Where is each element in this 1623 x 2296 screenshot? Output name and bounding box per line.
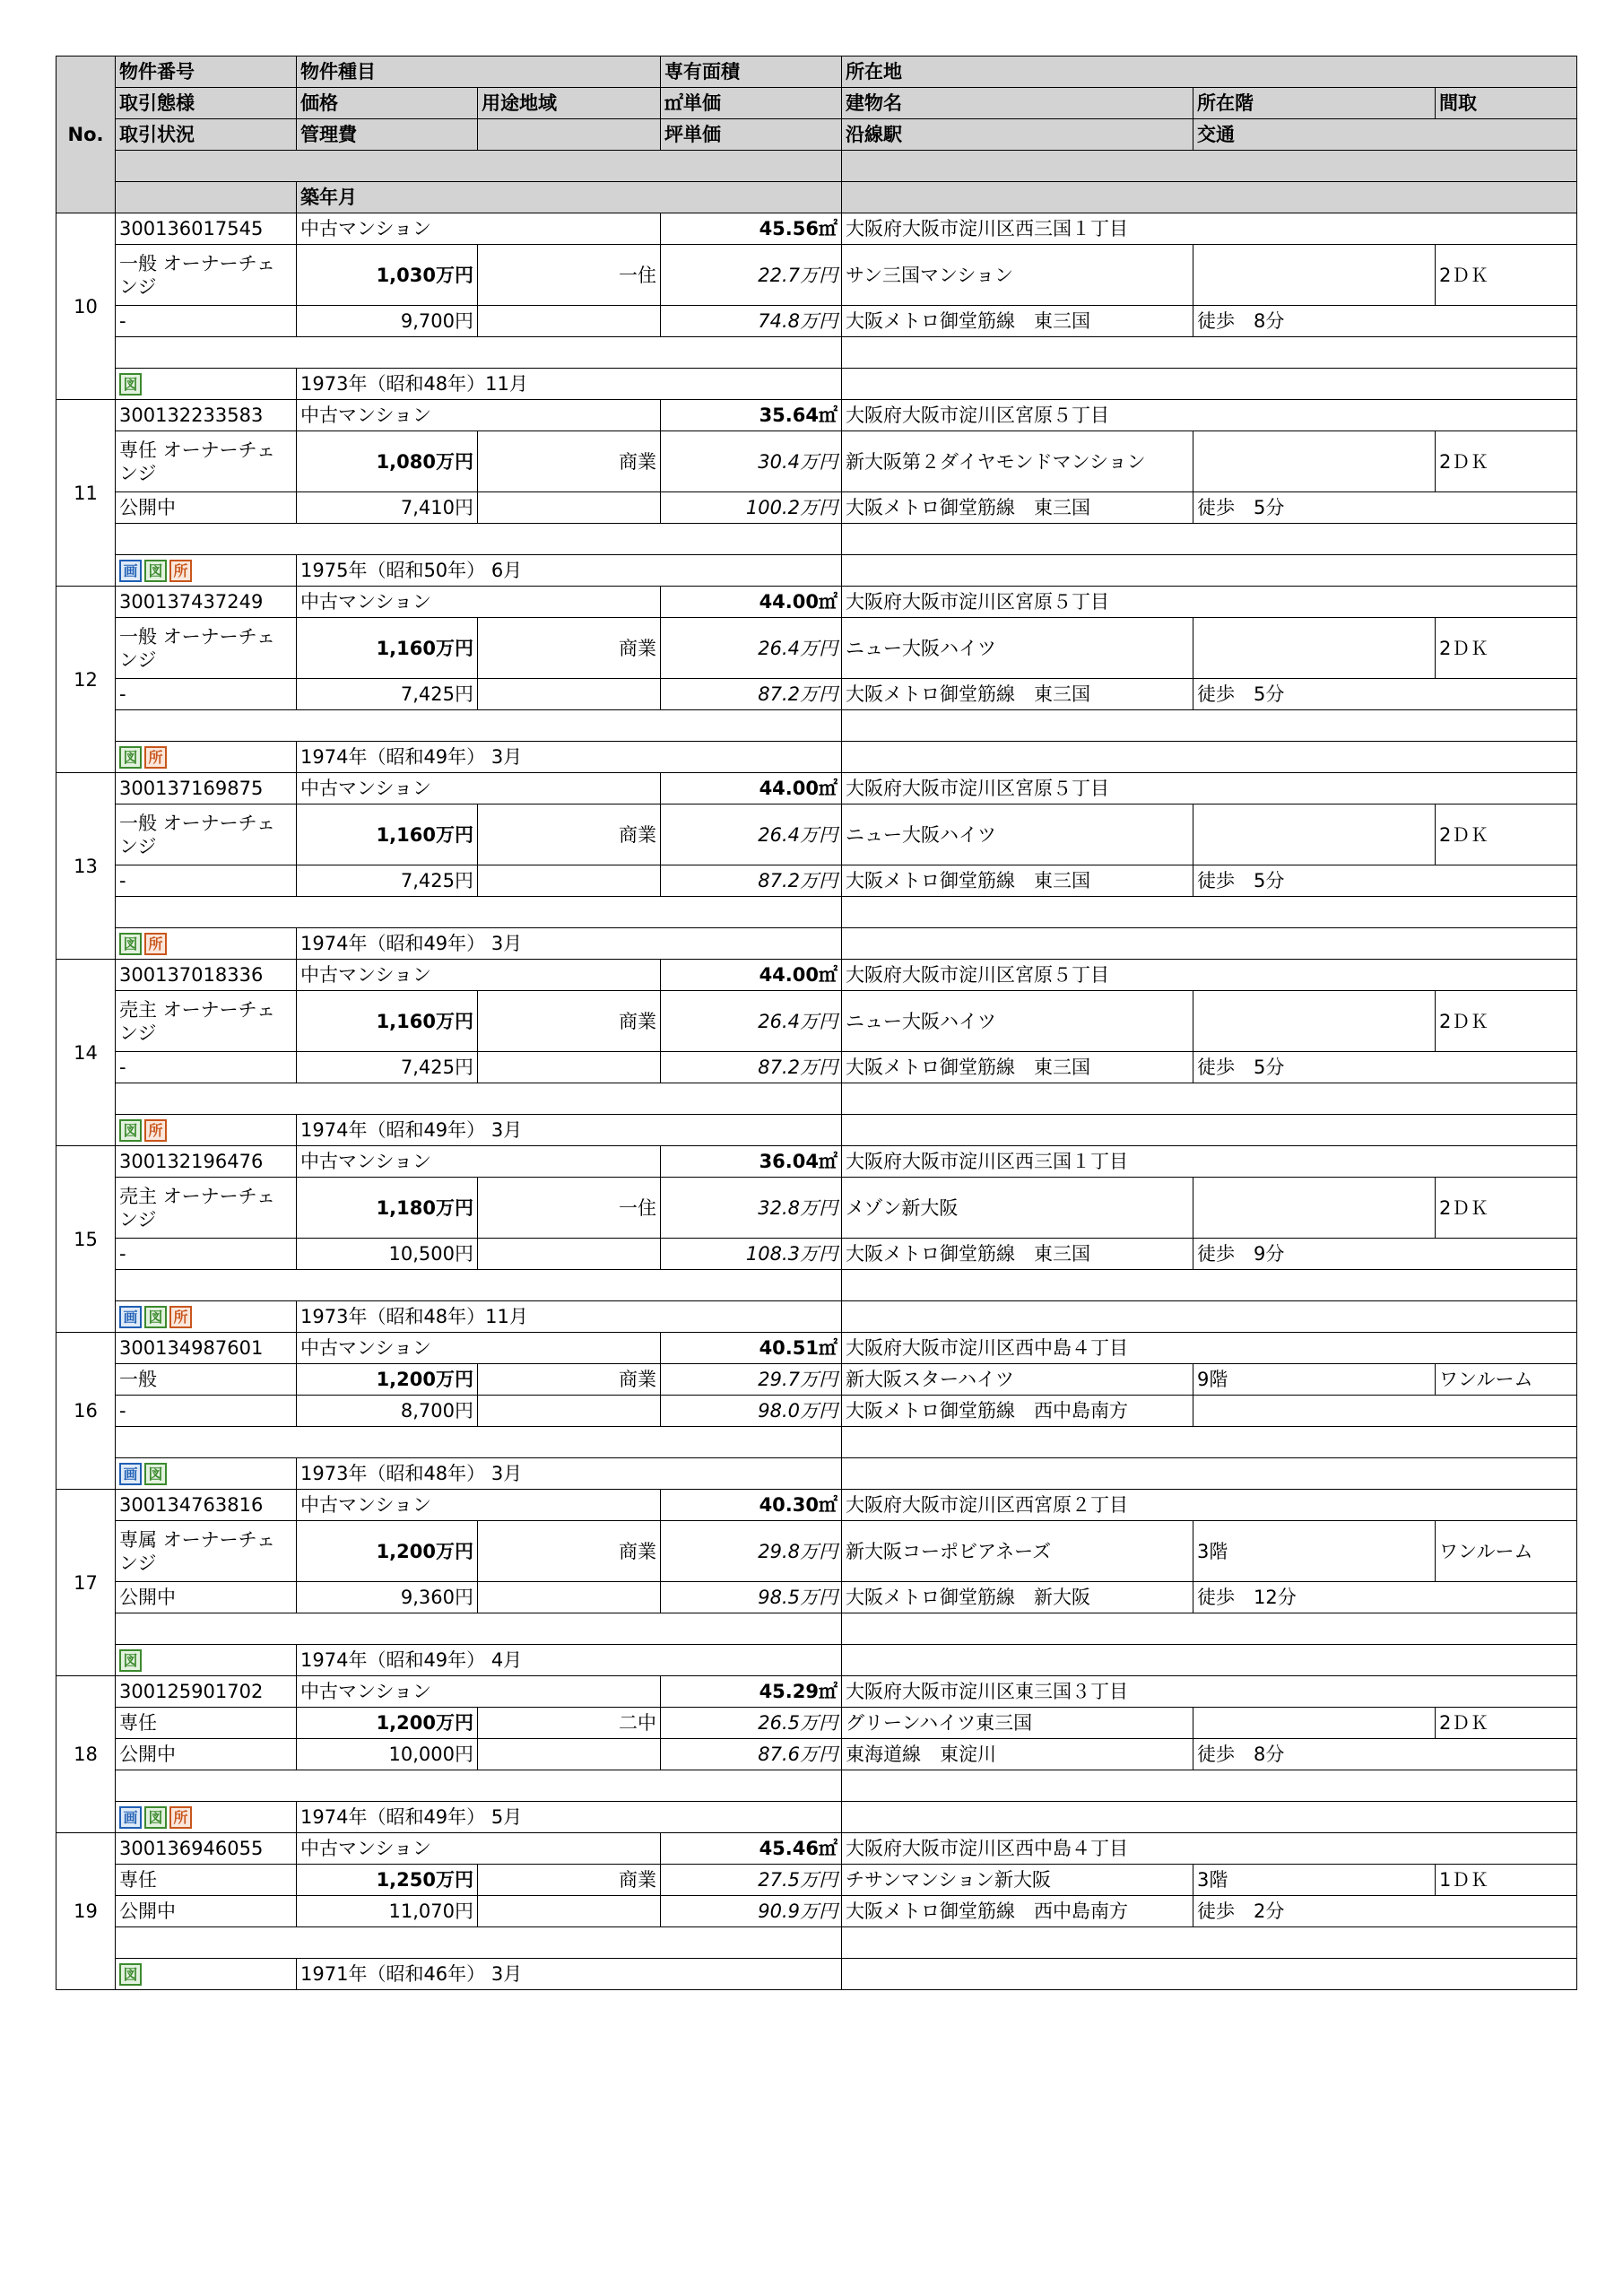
floor-area: 40.51㎡ <box>661 1333 842 1364</box>
station: 大阪メトロ御堂筋線 東三国 <box>842 306 1193 337</box>
blank-row <box>116 1083 842 1115</box>
blank-row-right <box>842 1083 1577 1115</box>
property-type: 中古マンション <box>297 1333 661 1364</box>
station: 大阪メトロ御堂筋線 東三国 <box>842 865 1193 897</box>
unit-price-sqm: 26.4万円 <box>661 991 842 1052</box>
access: 徒歩 5分 <box>1193 865 1577 897</box>
management-fee: 11,070円 <box>297 1896 478 1927</box>
property-number: 300132196476 <box>116 1146 297 1178</box>
blank-row <box>116 1613 842 1645</box>
location-doc-icon[interactable]: 所 <box>169 1306 192 1328</box>
built-date: 1973年（昭和48年）11月 <box>297 369 842 400</box>
management-fee: 9,700円 <box>297 306 478 337</box>
floor-area: 45.56㎡ <box>661 213 842 245</box>
zoning: 商業 <box>478 618 661 679</box>
listing-row <box>56 1333 1577 1490</box>
layout: 2ＤＫ <box>1436 618 1577 679</box>
price: 1,180万円 <box>297 1178 478 1239</box>
unit-price-tsubo: 108.3万円 <box>661 1239 842 1270</box>
floor-area: 44.00㎡ <box>661 773 842 804</box>
table-header <box>56 57 1577 213</box>
unit-price-sqm: 26.4万円 <box>661 618 842 679</box>
status: - <box>116 1052 297 1083</box>
doc-icons <box>116 928 297 960</box>
zoning: 一住 <box>478 245 661 306</box>
blank-cell <box>478 679 661 710</box>
access: 徒歩 5分 <box>1193 492 1577 524</box>
management-fee: 8,700円 <box>297 1396 478 1427</box>
floor <box>1193 1708 1436 1739</box>
blank-cell <box>842 742 1577 773</box>
blank-cell <box>842 1802 1577 1833</box>
status: - <box>116 679 297 710</box>
management-fee: 7,425円 <box>297 1052 478 1083</box>
property-listing-table <box>56 56 1577 1990</box>
unit-price-sqm: 26.5万円 <box>661 1708 842 1739</box>
listing-no: 18 <box>56 1676 116 1833</box>
property-type: 中古マンション <box>297 1833 661 1865</box>
zoning: 商業 <box>478 1521 661 1582</box>
header-floor-area: 専有面積 <box>661 57 842 88</box>
blank-cell <box>478 1396 661 1427</box>
floor <box>1193 618 1436 679</box>
blank-row-right <box>842 1270 1577 1301</box>
listing-no: 16 <box>56 1333 116 1490</box>
property-type: 中古マンション <box>297 960 661 991</box>
listing-no: 14 <box>56 960 116 1146</box>
location: 大阪府大阪市淀川区宮原５丁目 <box>842 960 1577 991</box>
location: 大阪府大阪市淀川区宮原５丁目 <box>842 400 1577 431</box>
listing-row <box>56 587 1577 773</box>
listing-no: 17 <box>56 1490 116 1676</box>
built-date: 1974年（昭和49年） 5月 <box>297 1802 842 1833</box>
status: - <box>116 1239 297 1270</box>
blank-cell <box>842 555 1577 587</box>
access: 徒歩 8分 <box>1193 1739 1577 1770</box>
floorplan-doc-icon[interactable]: 図 <box>119 1649 142 1672</box>
listing-row <box>56 213 1577 400</box>
blank-row <box>116 1270 842 1301</box>
listing-no: 12 <box>56 587 116 773</box>
blank-cell <box>842 1115 1577 1146</box>
blank-row <box>116 524 842 555</box>
floor-area: 44.00㎡ <box>661 587 842 618</box>
station: 東海道線 東淀川 <box>842 1739 1193 1770</box>
location: 大阪府大阪市淀川区西中島４丁目 <box>842 1333 1577 1364</box>
status: 公開中 <box>116 1582 297 1613</box>
price: 1,080万円 <box>297 431 478 492</box>
listing-no: 11 <box>56 400 116 587</box>
zoning: 商業 <box>478 804 661 865</box>
unit-price-sqm: 32.8万円 <box>661 1178 842 1239</box>
layout: 1ＤＫ <box>1436 1865 1577 1896</box>
header-blank <box>478 119 661 151</box>
building-name: メゾン新大阪 <box>842 1178 1193 1239</box>
floor <box>1193 804 1436 865</box>
blank-cell <box>842 1458 1577 1490</box>
zoning: 商業 <box>478 1865 661 1896</box>
property-number: 300134987601 <box>116 1333 297 1364</box>
location-doc-icon[interactable]: 所 <box>144 746 167 769</box>
station: 大阪メトロ御堂筋線 西中島南方 <box>842 1396 1193 1427</box>
layout: 2ＤＫ <box>1436 1708 1577 1739</box>
blank-row <box>116 337 842 369</box>
blank-row <box>116 710 842 742</box>
blank-cell <box>478 1896 661 1927</box>
station: 大阪メトロ御堂筋線 東三国 <box>842 492 1193 524</box>
location: 大阪府大阪市淀川区西三国１丁目 <box>842 1146 1577 1178</box>
floorplan-doc-icon[interactable]: 図 <box>144 1463 167 1485</box>
floor-area: 35.64㎡ <box>661 400 842 431</box>
floor: 3階 <box>1193 1865 1436 1896</box>
floor-area: 45.46㎡ <box>661 1833 842 1865</box>
blank-row-right <box>842 337 1577 369</box>
transaction-type: 売主 オーナーチェンジ <box>116 991 297 1052</box>
listing-row <box>56 1833 1577 1990</box>
built-date: 1973年（昭和48年） 3月 <box>297 1458 842 1490</box>
blank-row <box>116 897 842 928</box>
property-type: 中古マンション <box>297 1146 661 1178</box>
building-name: サン三国マンション <box>842 245 1193 306</box>
location-doc-icon[interactable]: 所 <box>144 1119 167 1142</box>
property-number: 300137437249 <box>116 587 297 618</box>
unit-price-tsubo: 74.8万円 <box>661 306 842 337</box>
layout: 2ＤＫ <box>1436 804 1577 865</box>
built-date: 1974年（昭和49年） 3月 <box>297 928 842 960</box>
property-number: 300136946055 <box>116 1833 297 1865</box>
location: 大阪府大阪市淀川区宮原５丁目 <box>842 773 1577 804</box>
building-name: グリーンハイツ東三国 <box>842 1708 1193 1739</box>
header-status: 取引状況 <box>116 119 297 151</box>
access: 徒歩 8分 <box>1193 306 1577 337</box>
property-type: 中古マンション <box>297 773 661 804</box>
transaction-type: 専任 <box>116 1865 297 1896</box>
layout: 2ＤＫ <box>1436 245 1577 306</box>
transaction-type: 一般 オーナーチェンジ <box>116 804 297 865</box>
header-zoning: 用途地域 <box>478 88 661 119</box>
header-transaction-type: 取引態様 <box>116 88 297 119</box>
blank-row <box>116 1770 842 1802</box>
management-fee: 7,425円 <box>297 865 478 897</box>
image-doc-icon[interactable]: 画 <box>119 1463 142 1485</box>
header-building-name: 建物名 <box>842 88 1193 119</box>
header-blank-row-right <box>842 151 1577 182</box>
property-number: 300125901702 <box>116 1676 297 1708</box>
built-date: 1973年（昭和48年）11月 <box>297 1301 842 1333</box>
zoning: 商業 <box>478 991 661 1052</box>
unit-price-tsubo: 100.2万円 <box>661 492 842 524</box>
building-name: 新大阪スターハイツ <box>842 1364 1193 1396</box>
header-price: 価格 <box>297 88 478 119</box>
floorplan-doc-icon[interactable]: 図 <box>119 1963 142 1986</box>
doc-icons <box>116 1115 297 1146</box>
zoning: 商業 <box>478 1364 661 1396</box>
header-unit-price-sqm: ㎡単価 <box>661 88 842 119</box>
header-management-fee: 管理費 <box>297 119 478 151</box>
listing-no: 19 <box>56 1833 116 1990</box>
blank-cell <box>842 1959 1577 1990</box>
property-type: 中古マンション <box>297 587 661 618</box>
built-date: 1975年（昭和50年） 6月 <box>297 555 842 587</box>
doc-icons <box>116 1802 297 1833</box>
layout: 2ＤＫ <box>1436 1178 1577 1239</box>
header-blank <box>842 182 1577 213</box>
transaction-type: 売主 オーナーチェンジ <box>116 1178 297 1239</box>
access <box>1193 1396 1577 1427</box>
blank-cell <box>478 492 661 524</box>
blank-row-right <box>842 710 1577 742</box>
property-number: 300132233583 <box>116 400 297 431</box>
building-name: ニュー大阪ハイツ <box>842 991 1193 1052</box>
price: 1,250万円 <box>297 1865 478 1896</box>
property-type: 中古マンション <box>297 400 661 431</box>
management-fee: 7,410円 <box>297 492 478 524</box>
property-number: 300134763816 <box>116 1490 297 1521</box>
blank-row-right <box>842 897 1577 928</box>
access: 徒歩 5分 <box>1193 679 1577 710</box>
layout: ワンルーム <box>1436 1364 1577 1396</box>
image-doc-icon[interactable]: 画 <box>119 1806 142 1829</box>
floor: 3階 <box>1193 1521 1436 1582</box>
access: 徒歩 12分 <box>1193 1582 1577 1613</box>
unit-price-sqm: 29.8万円 <box>661 1521 842 1582</box>
built-date: 1974年（昭和49年） 4月 <box>297 1645 842 1676</box>
header-access: 交通 <box>1193 119 1577 151</box>
doc-icons <box>116 742 297 773</box>
unit-price-sqm: 30.4万円 <box>661 431 842 492</box>
floor-area: 36.04㎡ <box>661 1146 842 1178</box>
location-doc-icon[interactable]: 所 <box>144 933 167 955</box>
blank-row <box>116 1427 842 1458</box>
property-number: 300137169875 <box>116 773 297 804</box>
transaction-type: 一般 オーナーチェンジ <box>116 245 297 306</box>
floorplan-doc-icon[interactable]: 図 <box>144 1806 167 1829</box>
unit-price-tsubo: 87.2万円 <box>661 1052 842 1083</box>
floor <box>1193 431 1436 492</box>
building-name: チサンマンション新大阪 <box>842 1865 1193 1896</box>
floorplan-doc-icon[interactable]: 図 <box>119 1119 142 1142</box>
price: 1,160万円 <box>297 991 478 1052</box>
listing-no: 13 <box>56 773 116 960</box>
listing-no: 15 <box>56 1146 116 1333</box>
doc-icons <box>116 369 297 400</box>
listing-row <box>56 1490 1577 1676</box>
doc-icons <box>116 1959 297 1990</box>
building-name: ニュー大阪ハイツ <box>842 804 1193 865</box>
blank-cell <box>478 1052 661 1083</box>
management-fee: 10,500円 <box>297 1239 478 1270</box>
blank-row-right <box>842 1927 1577 1959</box>
property-number: 300136017545 <box>116 213 297 245</box>
location: 大阪府大阪市淀川区西中島４丁目 <box>842 1833 1577 1865</box>
location: 大阪府大阪市淀川区東三国３丁目 <box>842 1676 1577 1708</box>
price: 1,160万円 <box>297 804 478 865</box>
layout: ワンルーム <box>1436 1521 1577 1582</box>
status: - <box>116 306 297 337</box>
floor-area: 40.30㎡ <box>661 1490 842 1521</box>
transaction-type: 専属 オーナーチェンジ <box>116 1521 297 1582</box>
blank-row-right <box>842 1427 1577 1458</box>
blank-cell <box>478 306 661 337</box>
blank-row <box>116 1927 842 1959</box>
location: 大阪府大阪市淀川区西宮原２丁目 <box>842 1490 1577 1521</box>
transaction-type: 一般 オーナーチェンジ <box>116 618 297 679</box>
listing-row <box>56 773 1577 960</box>
unit-price-tsubo: 87.6万円 <box>661 1739 842 1770</box>
property-number: 300137018336 <box>116 960 297 991</box>
listing-row <box>56 1146 1577 1333</box>
listing-row <box>56 960 1577 1146</box>
location-doc-icon[interactable]: 所 <box>169 560 192 582</box>
building-name: 新大阪コーポビアネーズ <box>842 1521 1193 1582</box>
built-date: 1974年（昭和49年） 3月 <box>297 742 842 773</box>
transaction-type: 一般 <box>116 1364 297 1396</box>
blank-cell <box>478 865 661 897</box>
zoning: 二中 <box>478 1708 661 1739</box>
blank-row-right <box>842 524 1577 555</box>
property-type: 中古マンション <box>297 1490 661 1521</box>
unit-price-tsubo: 87.2万円 <box>661 865 842 897</box>
header-blank <box>116 182 297 213</box>
unit-price-sqm: 22.7万円 <box>661 245 842 306</box>
doc-icons <box>116 1645 297 1676</box>
management-fee: 9,360円 <box>297 1582 478 1613</box>
property-type: 中古マンション <box>297 1676 661 1708</box>
blank-cell <box>478 1582 661 1613</box>
blank-cell <box>842 369 1577 400</box>
image-doc-icon[interactable]: 画 <box>119 1306 142 1328</box>
floor-area: 44.00㎡ <box>661 960 842 991</box>
floorplan-doc-icon[interactable]: 図 <box>119 373 142 396</box>
zoning: 一住 <box>478 1178 661 1239</box>
header-property-type: 物件種目 <box>297 57 661 88</box>
access: 徒歩 9分 <box>1193 1239 1577 1270</box>
status: 公開中 <box>116 1896 297 1927</box>
header-unit-price-tsubo: 坪単価 <box>661 119 842 151</box>
zoning: 商業 <box>478 431 661 492</box>
doc-icons <box>116 1301 297 1333</box>
floor-area: 45.29㎡ <box>661 1676 842 1708</box>
property-type: 中古マンション <box>297 213 661 245</box>
header-station: 沿線駅 <box>842 119 1193 151</box>
built-date: 1971年（昭和46年） 3月 <box>297 1959 842 1990</box>
header-floor: 所在階 <box>1193 88 1436 119</box>
transaction-type: 専任 <box>116 1708 297 1739</box>
floorplan-doc-icon[interactable]: 図 <box>119 746 142 769</box>
location-doc-icon[interactable]: 所 <box>169 1806 192 1829</box>
building-name: ニュー大阪ハイツ <box>842 618 1193 679</box>
price: 1,160万円 <box>297 618 478 679</box>
floorplan-doc-icon[interactable]: 図 <box>144 1306 167 1328</box>
header-location: 所在地 <box>842 57 1577 88</box>
station: 大阪メトロ御堂筋線 東三国 <box>842 679 1193 710</box>
layout: 2ＤＫ <box>1436 991 1577 1052</box>
header-property-number: 物件番号 <box>116 57 297 88</box>
blank-cell <box>842 928 1577 960</box>
listing-row <box>56 400 1577 587</box>
station: 大阪メトロ御堂筋線 西中島南方 <box>842 1896 1193 1927</box>
status: 公開中 <box>116 492 297 524</box>
image-doc-icon[interactable]: 画 <box>119 560 142 582</box>
header-layout: 間取 <box>1436 88 1577 119</box>
header-no: No. <box>56 57 116 213</box>
unit-price-sqm: 29.7万円 <box>661 1364 842 1396</box>
floor <box>1193 991 1436 1052</box>
unit-price-tsubo: 87.2万円 <box>661 679 842 710</box>
blank-cell <box>842 1645 1577 1676</box>
floor <box>1193 1178 1436 1239</box>
unit-price-sqm: 26.4万円 <box>661 804 842 865</box>
management-fee: 7,425円 <box>297 679 478 710</box>
management-fee: 10,000円 <box>297 1739 478 1770</box>
unit-price-sqm: 27.5万円 <box>661 1865 842 1896</box>
header-blank-row <box>116 151 842 182</box>
listing-no: 10 <box>56 213 116 400</box>
status: - <box>116 1396 297 1427</box>
doc-icons <box>116 555 297 587</box>
unit-price-tsubo: 98.5万円 <box>661 1582 842 1613</box>
price: 1,030万円 <box>297 245 478 306</box>
location: 大阪府大阪市淀川区宮原５丁目 <box>842 587 1577 618</box>
station: 大阪メトロ御堂筋線 新大阪 <box>842 1582 1193 1613</box>
transaction-type: 専任 オーナーチェンジ <box>116 431 297 492</box>
blank-cell <box>478 1239 661 1270</box>
header-built: 築年月 <box>297 182 842 213</box>
price: 1,200万円 <box>297 1521 478 1582</box>
station: 大阪メトロ御堂筋線 東三国 <box>842 1239 1193 1270</box>
location: 大阪府大阪市淀川区西三国１丁目 <box>842 213 1577 245</box>
built-date: 1974年（昭和49年） 3月 <box>297 1115 842 1146</box>
access: 徒歩 5分 <box>1193 1052 1577 1083</box>
station: 大阪メトロ御堂筋線 東三国 <box>842 1052 1193 1083</box>
price: 1,200万円 <box>297 1364 478 1396</box>
status: 公開中 <box>116 1739 297 1770</box>
floorplan-doc-icon[interactable]: 図 <box>119 933 142 955</box>
doc-icons <box>116 1458 297 1490</box>
access: 徒歩 2分 <box>1193 1896 1577 1927</box>
blank-cell <box>478 1739 661 1770</box>
floorplan-doc-icon[interactable]: 図 <box>144 560 167 582</box>
blank-cell <box>842 1301 1577 1333</box>
layout: 2ＤＫ <box>1436 431 1577 492</box>
blank-row-right <box>842 1613 1577 1645</box>
listing-row <box>56 1676 1577 1833</box>
unit-price-tsubo: 90.9万円 <box>661 1896 842 1927</box>
building-name: 新大阪第２ダイヤモンドマンション <box>842 431 1193 492</box>
floor: 9階 <box>1193 1364 1436 1396</box>
floor <box>1193 245 1436 306</box>
price: 1,200万円 <box>297 1708 478 1739</box>
blank-row-right <box>842 1770 1577 1802</box>
status: - <box>116 865 297 897</box>
unit-price-tsubo: 98.0万円 <box>661 1396 842 1427</box>
